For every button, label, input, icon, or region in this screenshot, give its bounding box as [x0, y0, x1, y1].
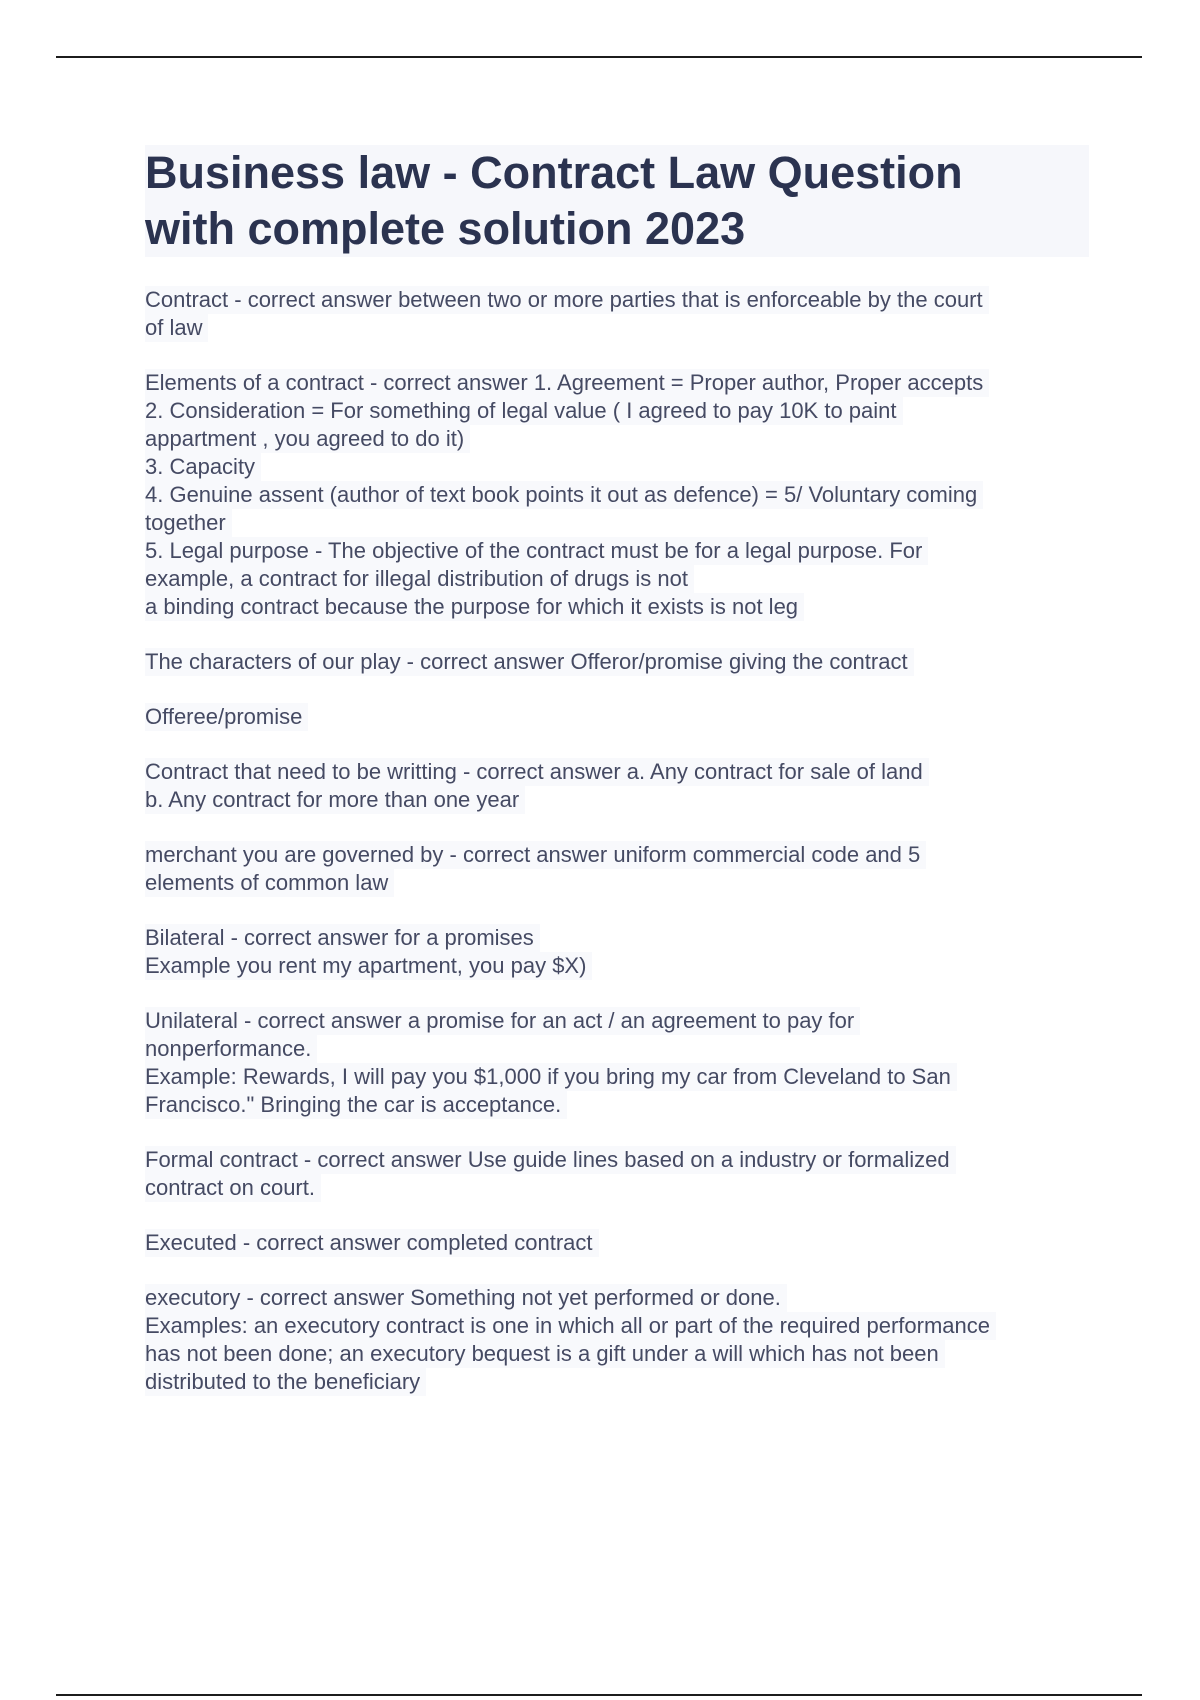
title-block: [145, 145, 1089, 257]
qa-entry-text-line: elements of common law: [145, 869, 394, 897]
bottom-divider: [56, 1694, 1142, 1696]
qa-entry-text-line: contract on court.: [145, 1174, 321, 1202]
qa-entry-text-line: 4. Genuine assent (author of text book points it out as defence) = 5/ Voluntary coming: [145, 481, 983, 509]
qa-entry-text-line: Unilateral - correct answer a promise for an act / an agreement to pay for: [145, 1007, 860, 1035]
qa-entry-text-line: Executed - correct answer completed contract: [145, 1229, 599, 1257]
qa-entry-text-line: of law: [145, 314, 208, 342]
qa-entry-text-line: Francisco." Bringing the car is acceptance.: [145, 1091, 567, 1119]
qa-entry-text-line: nonperformance.: [145, 1035, 317, 1063]
qa-entry-text-line: b. Any contract for more than one year: [145, 786, 525, 814]
title-line-1: Business law - Contract Law Question: [145, 147, 963, 198]
qa-entry-text-line: Example you rent my apartment, you pay $X): [145, 952, 592, 980]
qa-entry-text-line: Contract that need to be writting - correct answer a. Any contract for sale of land: [145, 758, 929, 786]
qa-entry-text-line: The characters of our play - correct answer Offeror/promise giving the contract: [145, 648, 914, 676]
top-divider: [56, 56, 1142, 58]
qa-entry-text-line: 5. Legal purpose - The objective of the contract must be for a legal purpose. For: [145, 537, 928, 565]
qa-entry: [145, 1007, 1095, 1119]
title-line-2: with complete solution 2023: [145, 203, 746, 254]
qa-entry-text-line: Bilateral - correct answer for a promises: [145, 924, 540, 952]
qa-entry-text-line: Formal contract - correct answer Use guide lines based on a industry or formalized: [145, 1146, 956, 1174]
qa-entry-text-line: Examples: an executory contract is one in which all or part of the required performance: [145, 1312, 996, 1340]
qa-entry: [145, 1229, 1095, 1257]
qa-entry-text-line: example, a contract for illegal distribution of drugs is not: [145, 565, 694, 593]
qa-entry-text-line: has not been done; an executory bequest is a gift under a will which has not been: [145, 1340, 945, 1368]
qa-entry-text-line: Offeree/promise: [145, 703, 308, 731]
qa-entry: [145, 286, 1095, 342]
qa-entry: [145, 1284, 1095, 1396]
qa-entry-text-line: Contract - correct answer between two or more parties that is enforceable by the court: [145, 286, 989, 314]
qa-entry: [145, 924, 1095, 980]
qa-entry-text-line: merchant you are governed by - correct answer uniform commercial code and 5: [145, 841, 926, 869]
document-title: [145, 145, 1089, 257]
qa-entry: [145, 369, 1095, 621]
qa-entry-text-line: Example: Rewards, I will pay you $1,000 if you bring my car from Cleveland to San: [145, 1063, 957, 1091]
qa-entry-text-line: executory - correct answer Something not yet performed or done.: [145, 1284, 787, 1312]
qa-entry: [145, 703, 1095, 731]
qa-entry-text-line: distributed to the beneficiary: [145, 1368, 426, 1396]
qa-entry: [145, 1146, 1095, 1202]
question-answer-list: [145, 286, 1095, 1423]
qa-entry-text-line: Elements of a contract - correct answer 1. Agreement = Proper author, Proper accepts: [145, 369, 989, 397]
qa-entry-text-line: 3. Capacity: [145, 453, 261, 481]
qa-entry-text-line: a binding contract because the purpose for which it exists is not leg: [145, 593, 804, 621]
qa-entry: [145, 648, 1095, 676]
qa-entry: [145, 758, 1095, 814]
qa-entry-text-line: 2. Consideration = For something of legal value ( I agreed to pay 10K to paint: [145, 397, 903, 425]
qa-entry-text-line: together: [145, 509, 232, 537]
qa-entry: [145, 841, 1095, 897]
qa-entry-text-line: appartment , you agreed to do it): [145, 425, 470, 453]
